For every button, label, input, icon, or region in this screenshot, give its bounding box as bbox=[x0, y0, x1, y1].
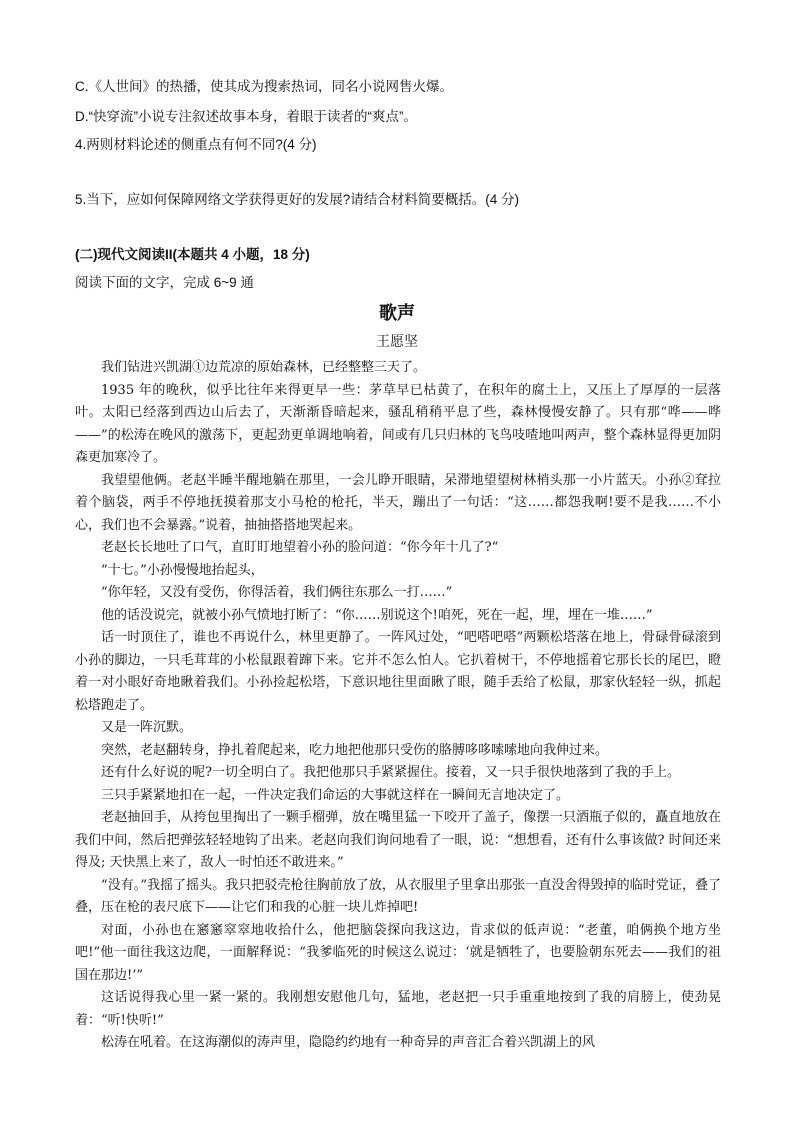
paragraph: 松涛在吼着。在这海潮似的涛声里，隐隐约约地有一种奇异的声音汇合着兴凯湖上的风 bbox=[101, 1035, 596, 1050]
paragraph: “十七。”小孙慢慢地抬起头， bbox=[101, 562, 264, 578]
answer-option-d: D.“快穿流”小说专注叙述故事本身，着眼于读者的“爽点”。 bbox=[75, 109, 417, 124]
paragraph: 这话说得我心里一紧一紧的。我刚想安慰他几句，猛地，老赵把一只手重重地按到了我的肩膀上，使劲晃着：“听!快听!” bbox=[75, 990, 721, 1028]
article-title: 歌声 bbox=[379, 303, 415, 324]
paragraph: 我们钻进兴凯湖①边荒凉的原始森林，已经整整三天了。 bbox=[101, 360, 427, 375]
question-4: 4.两则材料论述的侧重点有何不同?(4 分) bbox=[75, 137, 317, 152]
paragraph: 又是一阵沉默。 bbox=[101, 720, 193, 735]
paragraph: 三只手紧紧地扣在一起，一件决定我们命运的大事就这样在一瞬间无言地决定了。 bbox=[101, 787, 570, 803]
paragraph: “没有。”我摇了摇头。我只把驳壳枪往胸前放了放，从衣服里子里拿出那张一直没舍得毁掉的临时党证，叠了叠，压在枪的表尺底下——让它们和我的心脏一块儿炸掉吧! bbox=[75, 877, 721, 915]
paragraph: 还有什么好说的呢?一切全明白了。我把他那只手紧紧握住。接着，又一只手很快地落到了我的手上。 bbox=[101, 765, 680, 780]
article-author: 王愿坚 bbox=[376, 334, 418, 350]
paragraph: 突然，老赵翻转身，挣扎着爬起来，吃力地把他那只受伤的胳膊哆哆嗦嗦地向我伸过来。 bbox=[101, 742, 609, 758]
answer-option-c: C.《人世间》的热播，使其成为搜索热词，同名小说网售火爆。 bbox=[75, 79, 453, 94]
paragraph: 老赵抽回手，从挎包里掏出了一颗手榴弹，放在嘴里猛一下咬开了盖子，像摆一只酒瓶子似的，矗直地放在我们中间，然后把弹弦轻轻地钩了出来。老赵向我们询问地看了一眼，说：“想想看，还有什么事该做? 时间还来得及; 天快黑上来了，敌人一时怕还不敢进来。” bbox=[75, 810, 721, 870]
paragraph: 对面，小孙也在窸窸窣窣地收拾什么，他把脑袋探向我这边，肯求似的低声说：“老董，咱俩换个地方坐吧!”他一面往我这边爬，一面解释说：“我爹临死的时候这么说过：‘就是牺牲了，也要脸朝东死去——我们的祖国在那边!’” bbox=[75, 922, 721, 983]
paragraph: 1935 年的晚秋，似乎比往年来得更早一些：茅草早已枯黄了，在积年的腐土上，又压上了厚厚的一层落叶。太阳已经落到西边山后去了，天渐渐昏暗起来，骚乱稍稍平息了些，森林慢慢安静了。只有那“哗——哗——”的松涛在晚风的激荡下，更起劲更单调地响着，间或有几只归林的飞鸟吱喳地叫两声，整个森林显得更加阴森更加寒冷了。 bbox=[75, 382, 721, 465]
section-instruction: 阅读下面的文字，完成 6~9 通 bbox=[75, 275, 254, 290]
paragraph: 我望望他俩。老赵半睡半醒地躺在那里，一会儿睁开眼睛，呆滞地望望树林梢头那一小片蓝天。小孙②耷拉着个脑袋，两手不停地抚摸着那支小马枪的枪托，半天，蹦出了一句话：“这……都怨我啊!要不是我……不小心，我们也不会暴露。”说着，抽抽搭搭地哭起来。 bbox=[75, 472, 721, 533]
paragraph: 话一时顶住了，谁也不再说什么，林里更静了。一阵风过处，“吧嗒吧嗒”两颗松塔落在地上，骨碌骨碌滚到小孙的脚边，一只毛茸茸的小松鼠跟着蹿下来。它并不怎么怕人。它扒着树干，不停地摇着它那长长的尾巴，瞪着一对小眼好奇地瞅着我们。小孙捡起松塔，下意识地往里面瞅了眼，随手丢给了松鼠，那家伙轻轻一纵，抓起松塔跑走了。 bbox=[75, 630, 721, 713]
paragraph: 他的话没说完，就被小孙气愤地打断了：“你……别说这个!咱死，死在一起，埋，埋在一堆……” bbox=[101, 607, 653, 623]
article-body bbox=[75, 357, 721, 1055]
paragraph: 老赵长长地吐了口气，直盯盯地望着小孙的脸问道：“你今年十几了?“ bbox=[101, 540, 499, 555]
paragraph: “你年轻，又没有受伤，你得活着，我们俩往东那么一打……” bbox=[101, 585, 453, 600]
section-heading: (二)现代文阅读II(本题共 4 小题，18 分) bbox=[75, 247, 310, 262]
question-5: 5.当下，应如何保障网络文学获得更好的发展?请结合材料简要概括。(4 分) bbox=[75, 192, 520, 207]
